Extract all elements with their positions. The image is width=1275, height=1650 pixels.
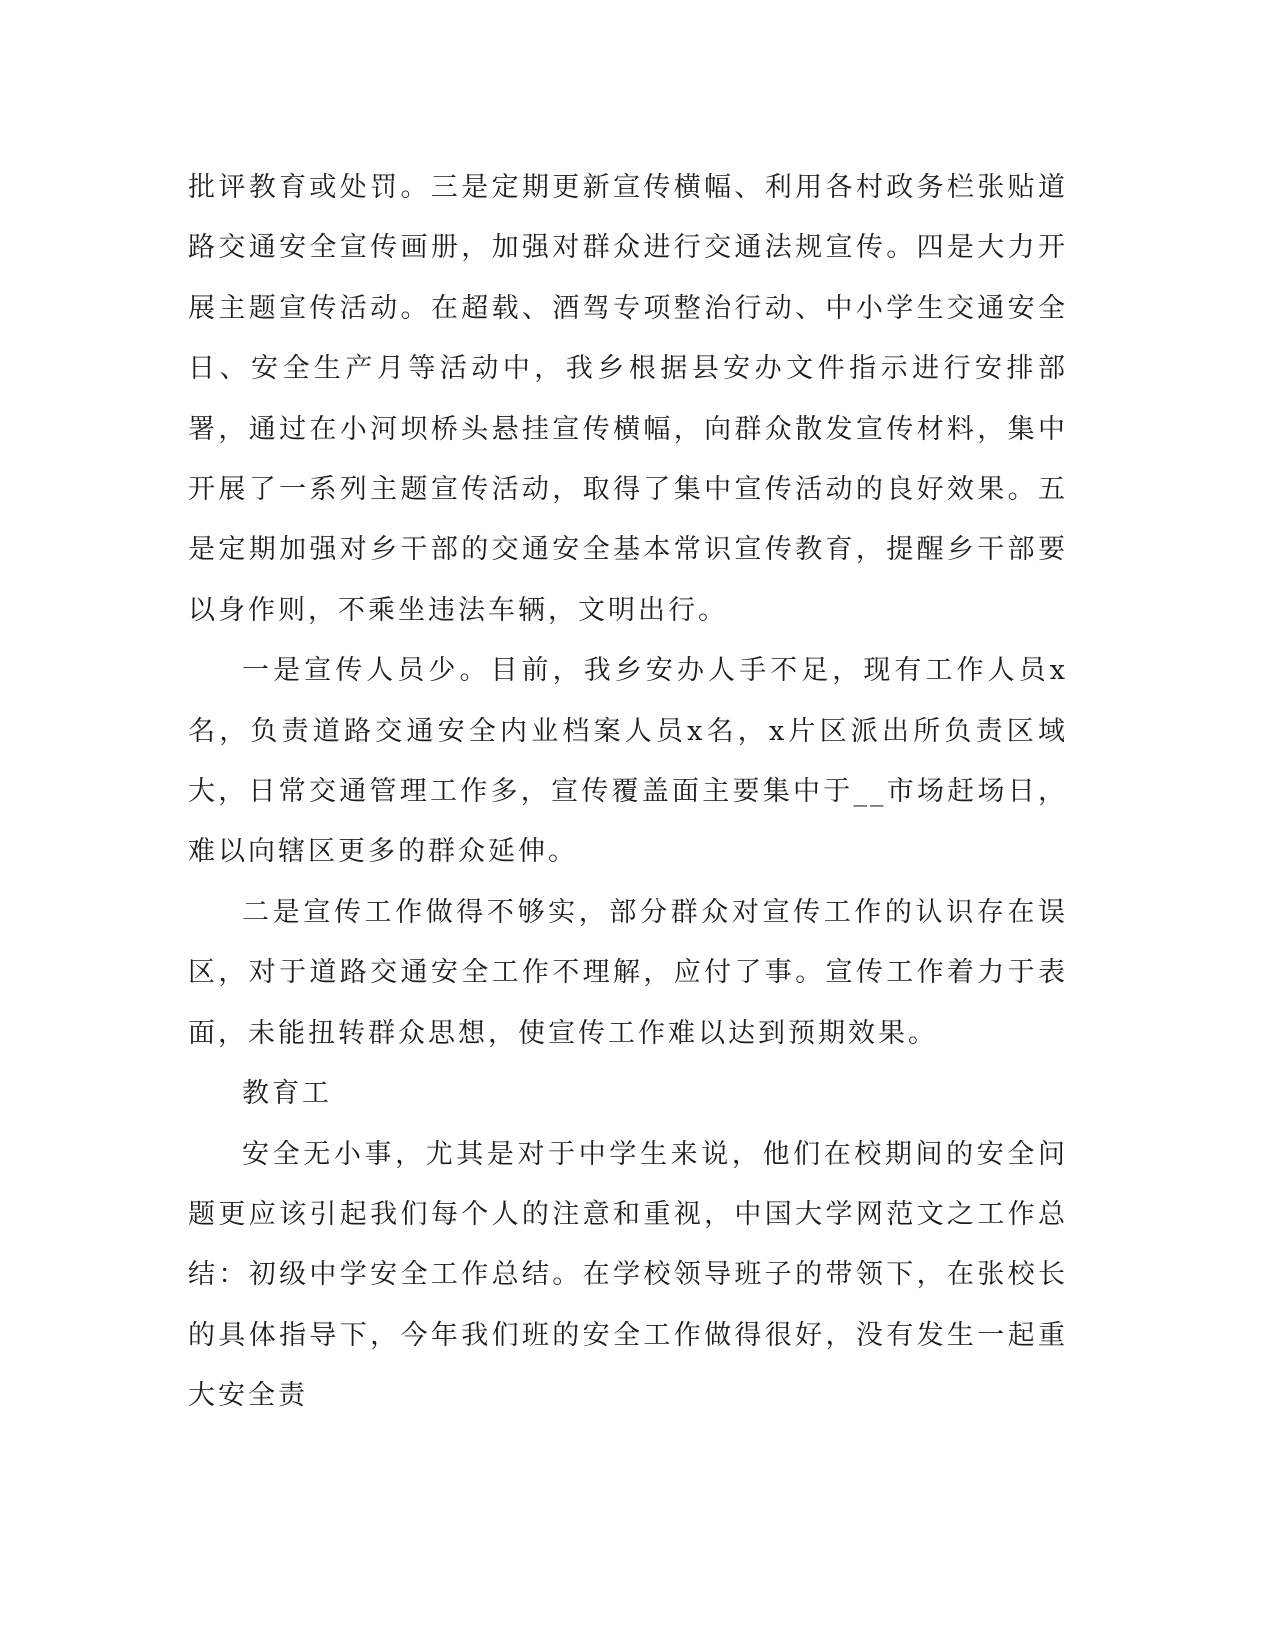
section-heading: 教育工 (242, 1078, 332, 1110)
paragraph-staff-shortage: 一是宣传人员少。目前，我乡安办人手不足，现有工作人员x名，负责道路交通安全内业档案人员x名，x片区派出所负责区域大，日常交通管理工作多，宣传覆盖面主要集中于__市场赶场日，难以向辖区更多的群众延伸。 (188, 655, 1068, 868)
paragraph-school-safety: 安全无小事，尤其是对于中学生来说，他们在校期间的安全问题更应该引起我们每个人的注意和重视，中国大学网范文之工作总结：初级中学安全工作总结。在学校领导班子的带领下，在张校长的具体指导下，今年我们班的安全工作做得很好，没有发生一起重大安全责 (188, 1138, 1068, 1412)
document-body (188, 158, 1068, 1427)
paragraph-publicity-issue: 二是宣传工作做得不够实，部分群众对宣传工作的认识存在误区，对于道路交通安全工作不理解，应付了事。宣传工作着力于表面，未能扭转群众思想，使宣传工作难以达到预期效果。 (188, 896, 1068, 1049)
paragraph-continuation: 批评教育或处罚。三是定期更新宣传横幅、利用各村政务栏张贴道路交通安全宣传画册，加强对群众进行交通法规宣传。四是大力开展主题宣传活动。在超载、酒驾专项整治行动、中小学生交通安全日、安全生产月等活动中，我乡根据县安办文件指示进行安排部署，通过在小河坝桥头悬挂宣传横幅，向群众散发宣传材料，集中开展了一系列主题宣传活动，取得了集中宣传活动的良好效果。五是定期加强对乡干部的交通安全基本常识宣传教育，提醒乡干部要以身作则，不乘坐违法车辆，文明出行。 (188, 172, 1068, 626)
